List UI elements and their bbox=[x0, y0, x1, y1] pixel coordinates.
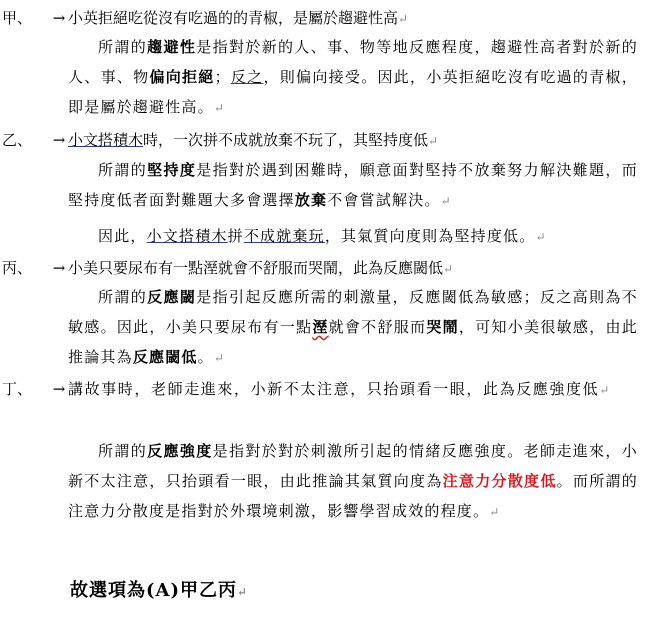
item-c-label: 丙、 bbox=[2, 259, 33, 277]
item-a-heading bbox=[2, 7, 408, 30]
item-a-explanation bbox=[68, 32, 638, 123]
item-b-conclusion-line bbox=[68, 221, 638, 252]
arrow-icon: → bbox=[52, 380, 66, 398]
item-c-heading-text: 小美只要尿布有一點溼就會不舒服而哭鬧，此為反應閾低 bbox=[68, 259, 444, 277]
underlined-text: 小文搭積木 bbox=[146, 227, 228, 245]
item-b-heading-underlined: 小文搭積木 bbox=[68, 131, 144, 149]
text-run: 是指對於對於刺激所引起的情緒反應強度。老師走進來，小新不太注意，只抬頭看一眼，由此推論其氣質向度為 bbox=[68, 442, 638, 490]
text-run: 是指對於新的人、事、物等地反應程度，趨避性高者對於新的人、事、物 bbox=[68, 38, 638, 86]
paragraph-mark-icon: ↵ bbox=[599, 383, 610, 397]
paragraph-mark-icon: ↵ bbox=[213, 101, 226, 115]
text-run: ，可知小美很敏感，由此推論其為 bbox=[68, 318, 638, 366]
term-wet: 溼 bbox=[312, 318, 329, 336]
text-run: 因此， bbox=[98, 227, 147, 245]
text-run: 是指對於遇到困難時，願意面對堅持不放棄努力解決難題，而堅持度低者面對難題大多會選擇 bbox=[68, 161, 638, 209]
item-d-heading-text: 講故事時，老師走進來，小新不太注意，只抬頭看一眼，此為反應強度低 bbox=[68, 380, 600, 398]
text-run: 不會嘗試解決。 bbox=[327, 191, 441, 209]
item-c-explanation bbox=[68, 282, 638, 373]
text-run: 是指引起反應所需的刺激量，反應閾低為敏感；反之高則為不敏感。因此，小美只要尿布有一點 bbox=[68, 288, 638, 336]
item-a-label: 甲、 bbox=[2, 9, 33, 27]
text-run: ，則偏向接受。因此，小英拒絕吃沒有吃過的青椒，即是屬於趨避性高。 bbox=[68, 68, 638, 116]
term-low-distractibility: 注意力分散度低 bbox=[442, 472, 557, 490]
item-d-label: 丁、 bbox=[2, 380, 33, 398]
item-b-label: 乙、 bbox=[2, 131, 33, 149]
item-c-heading bbox=[2, 257, 453, 280]
item-d-explanation bbox=[68, 436, 638, 527]
term-persistence: 堅持度 bbox=[147, 161, 197, 179]
text-run: ； bbox=[214, 68, 231, 86]
arrow-icon: → bbox=[52, 9, 66, 27]
term-avoidance: 趨避性 bbox=[147, 38, 197, 56]
text-run: 所謂的 bbox=[98, 288, 148, 306]
term-threshold: 反應閾 bbox=[147, 288, 197, 306]
paragraph-mark-icon: ↵ bbox=[237, 585, 249, 599]
paragraph-mark-icon: ↵ bbox=[398, 12, 409, 26]
text-run: 所謂的 bbox=[98, 38, 148, 56]
arrow-icon: → bbox=[52, 131, 66, 149]
underlined-text: 不成就棄玩 bbox=[243, 227, 325, 245]
text-run: 。而所謂的注意力分散度是指對於外環境刺激，影響學習成效的程度。 bbox=[68, 472, 638, 520]
term-low-threshold: 反應閾低 bbox=[132, 348, 198, 366]
arrow-icon: → bbox=[52, 259, 66, 277]
paragraph-mark-icon: ↵ bbox=[440, 194, 452, 208]
item-d-heading bbox=[2, 378, 642, 401]
text-run: ，其氣質向度則為堅持度低。 bbox=[324, 227, 536, 245]
paragraph-mark-icon: ↵ bbox=[213, 351, 226, 365]
text-run: 。 bbox=[197, 348, 214, 366]
text-run: 拼 bbox=[227, 227, 244, 245]
term-rejection: 偏向拒絕 bbox=[149, 68, 215, 86]
item-b-heading-text: 時，一次拼不成就放棄不玩了，其堅持度低 bbox=[143, 131, 429, 149]
paragraph-mark-icon: ↵ bbox=[535, 230, 547, 244]
answer-text: 故選項為(A)甲乙丙 bbox=[70, 580, 237, 601]
item-a-heading-text: 小英拒絕吃從沒有吃過的的青椒，是屬於趨避性高 bbox=[68, 9, 399, 27]
text-run: 所謂的 bbox=[98, 442, 148, 460]
text-run: 所謂的 bbox=[98, 161, 148, 179]
paragraph-mark-icon: ↵ bbox=[428, 134, 439, 148]
text-run: 就會不舒服而 bbox=[328, 318, 427, 336]
paragraph-mark-icon: ↵ bbox=[443, 262, 454, 276]
term-give-up: 放棄 bbox=[294, 191, 328, 209]
answer-conclusion bbox=[70, 576, 248, 602]
item-b-heading bbox=[2, 129, 438, 152]
term-cry: 哭鬧 bbox=[426, 318, 459, 336]
underlined-text: 反之 bbox=[230, 68, 264, 86]
item-b-explanation bbox=[68, 155, 638, 216]
paragraph-mark-icon: ↵ bbox=[489, 505, 501, 519]
term-intensity: 反應強度 bbox=[147, 442, 213, 460]
